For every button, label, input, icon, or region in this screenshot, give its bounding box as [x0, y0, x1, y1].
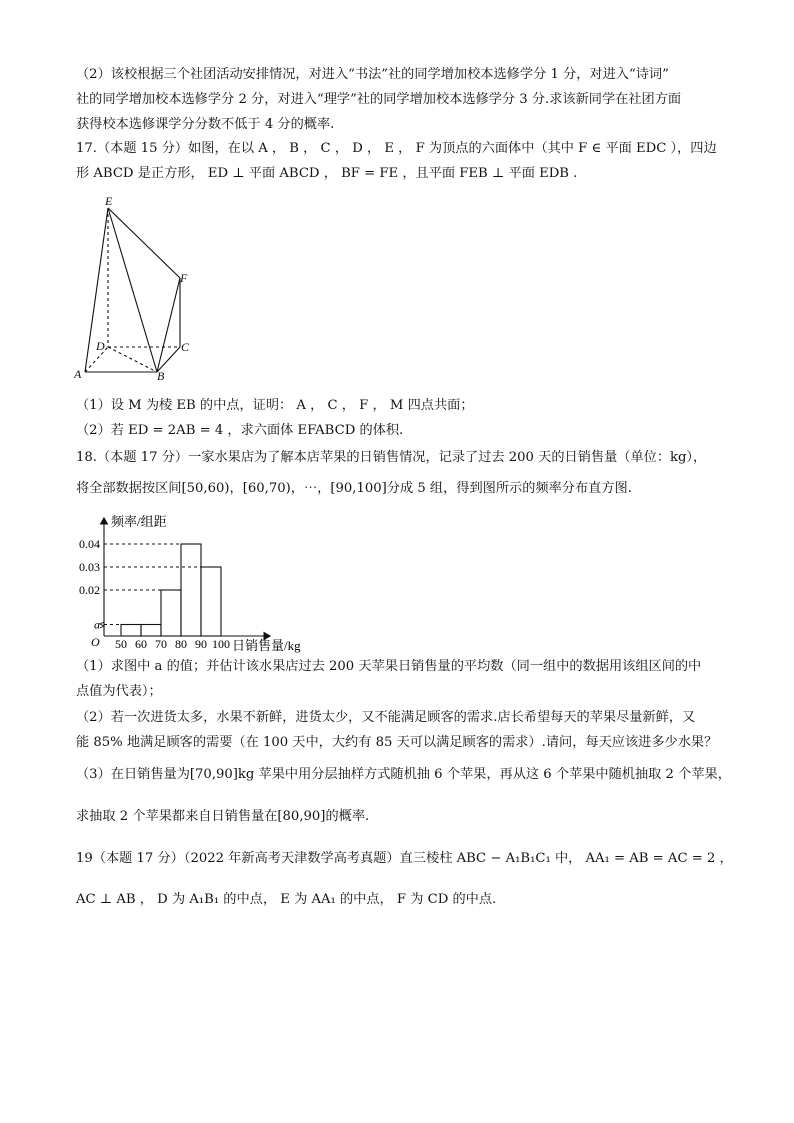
label-f: F — [180, 271, 188, 285]
label-a: A — [74, 367, 82, 381]
x-tick-label: 100 — [212, 637, 230, 651]
bar-2 — [161, 590, 181, 636]
axis-break — [100, 622, 104, 628]
q17-line-2: 形 ABCD 是正方形， ED ⊥ 平面 ABCD ， BF = FE ，且平面 FEB ⊥ 平面 EDB . — [76, 166, 578, 181]
q18-part-3a: （3）在日销售量为[70,90]kg 苹果中用分层抽样方式随机抽 6 个苹果，再从这 6 个苹果中随机抽取 2 个苹果， — [76, 767, 731, 782]
q18-part-2b: 能 85% 地满足顾客的需要（在 100 天中，大约有 85 天可以满足顾客的需求）.请问，每天应该进多少水果？ — [76, 735, 718, 750]
label-e: E — [105, 194, 113, 208]
q18-part-1a: （1）求图中 a 的值；并估计该水果店过去 200 天苹果日销售量的平均数（同一组中的数据用该组区间的中 — [76, 659, 702, 674]
edge-db — [108, 347, 157, 372]
x-tick-label: 90 — [195, 637, 207, 651]
y-tick-label: 0.04 — [79, 537, 100, 551]
x-axis-label: 日销售量/kg — [232, 638, 301, 653]
y-tick-label: 0.03 — [79, 560, 100, 574]
y-axis-label: 频率/组距 — [111, 514, 167, 529]
q18-part-3b: 求抽取 2 个苹果都来自日销售量在[80,90]的概率. — [76, 809, 370, 824]
x-tick-label: 50 — [115, 637, 127, 651]
x-tick-label: 70 — [155, 637, 167, 651]
y-tick-label: 0.02 — [79, 583, 100, 597]
q17-part-2: （2）若 ED = 2AB = 4 ，求六面体 EFABCD 的体积. — [76, 423, 404, 438]
q18-line-1: 18.（本题 17 分）一家水果店为了解本店苹果的日销售情况，记录了过去 200 天的日销售量（单位：kg）， — [76, 450, 707, 465]
bar-3 — [181, 544, 201, 636]
line-2: 社的同学增加校本选修学分 2 分，对进入“理学”社的同学增加校本选修学分 3 分.求该新同学在社团方面 — [76, 92, 682, 107]
label-c: C — [181, 340, 190, 354]
y-tick-label: a — [94, 617, 100, 632]
q19-line-2: AC ⊥ AB ， D 为 A₁B₁ 的中点， E 为 AA₁ 的中点， F 为 CD 的中点. — [76, 892, 497, 907]
x-tick-label: 80 — [175, 637, 187, 651]
q17-line-1: 17.（本题 15 分）如图，在以 A ， B ， C ， D ， E ， F 为顶点的六面体中（其中 F ∈ 平面 EDC ），四边 — [76, 141, 717, 156]
q19-line-1: 19（本题 17 分）（2022 年新高考天津数学高考真题）直三棱柱 ABC − A₁B₁C₁ 中， AA₁ = AB = AC = 2 ， — [76, 851, 733, 866]
edge-fb — [157, 278, 180, 372]
q17-part-1: （1）设 M 为棱 EB 的中点，证明： A ， C ， F ， M 四点共面； — [76, 398, 474, 413]
q18-part-1b: 点值为代表）； — [76, 684, 162, 699]
label-b: B — [157, 369, 165, 382]
bar-0 — [121, 625, 141, 637]
q18-line-2: 将全部数据按区间[50,60)，[60,70)，⋯，[90,100]分成 5 组，得到图所示的频率分布直方图. — [76, 481, 632, 496]
label-d: D — [96, 339, 105, 353]
frequency-histogram — [74, 510, 324, 658]
polyhedron-figure — [70, 192, 200, 382]
bar-4 — [201, 567, 221, 636]
origin-label: O — [91, 635, 100, 649]
x-tick-label: 60 — [135, 637, 147, 651]
line-1: （2）该校根据三个社团活动安排情况，对进入“书法”社的同学增加校本选修学分 1 分，对进入“诗词” — [76, 67, 669, 82]
line-3: 获得校本选修课学分分数不低于 4 分的概率. — [76, 117, 335, 132]
q18-part-2a: （2）若一次进货太多，水果不新鲜，进货太少，又不能满足顾客的需求.店长希望每天的苹果尽量新鲜，又 — [76, 710, 696, 725]
bar-1 — [141, 625, 161, 637]
